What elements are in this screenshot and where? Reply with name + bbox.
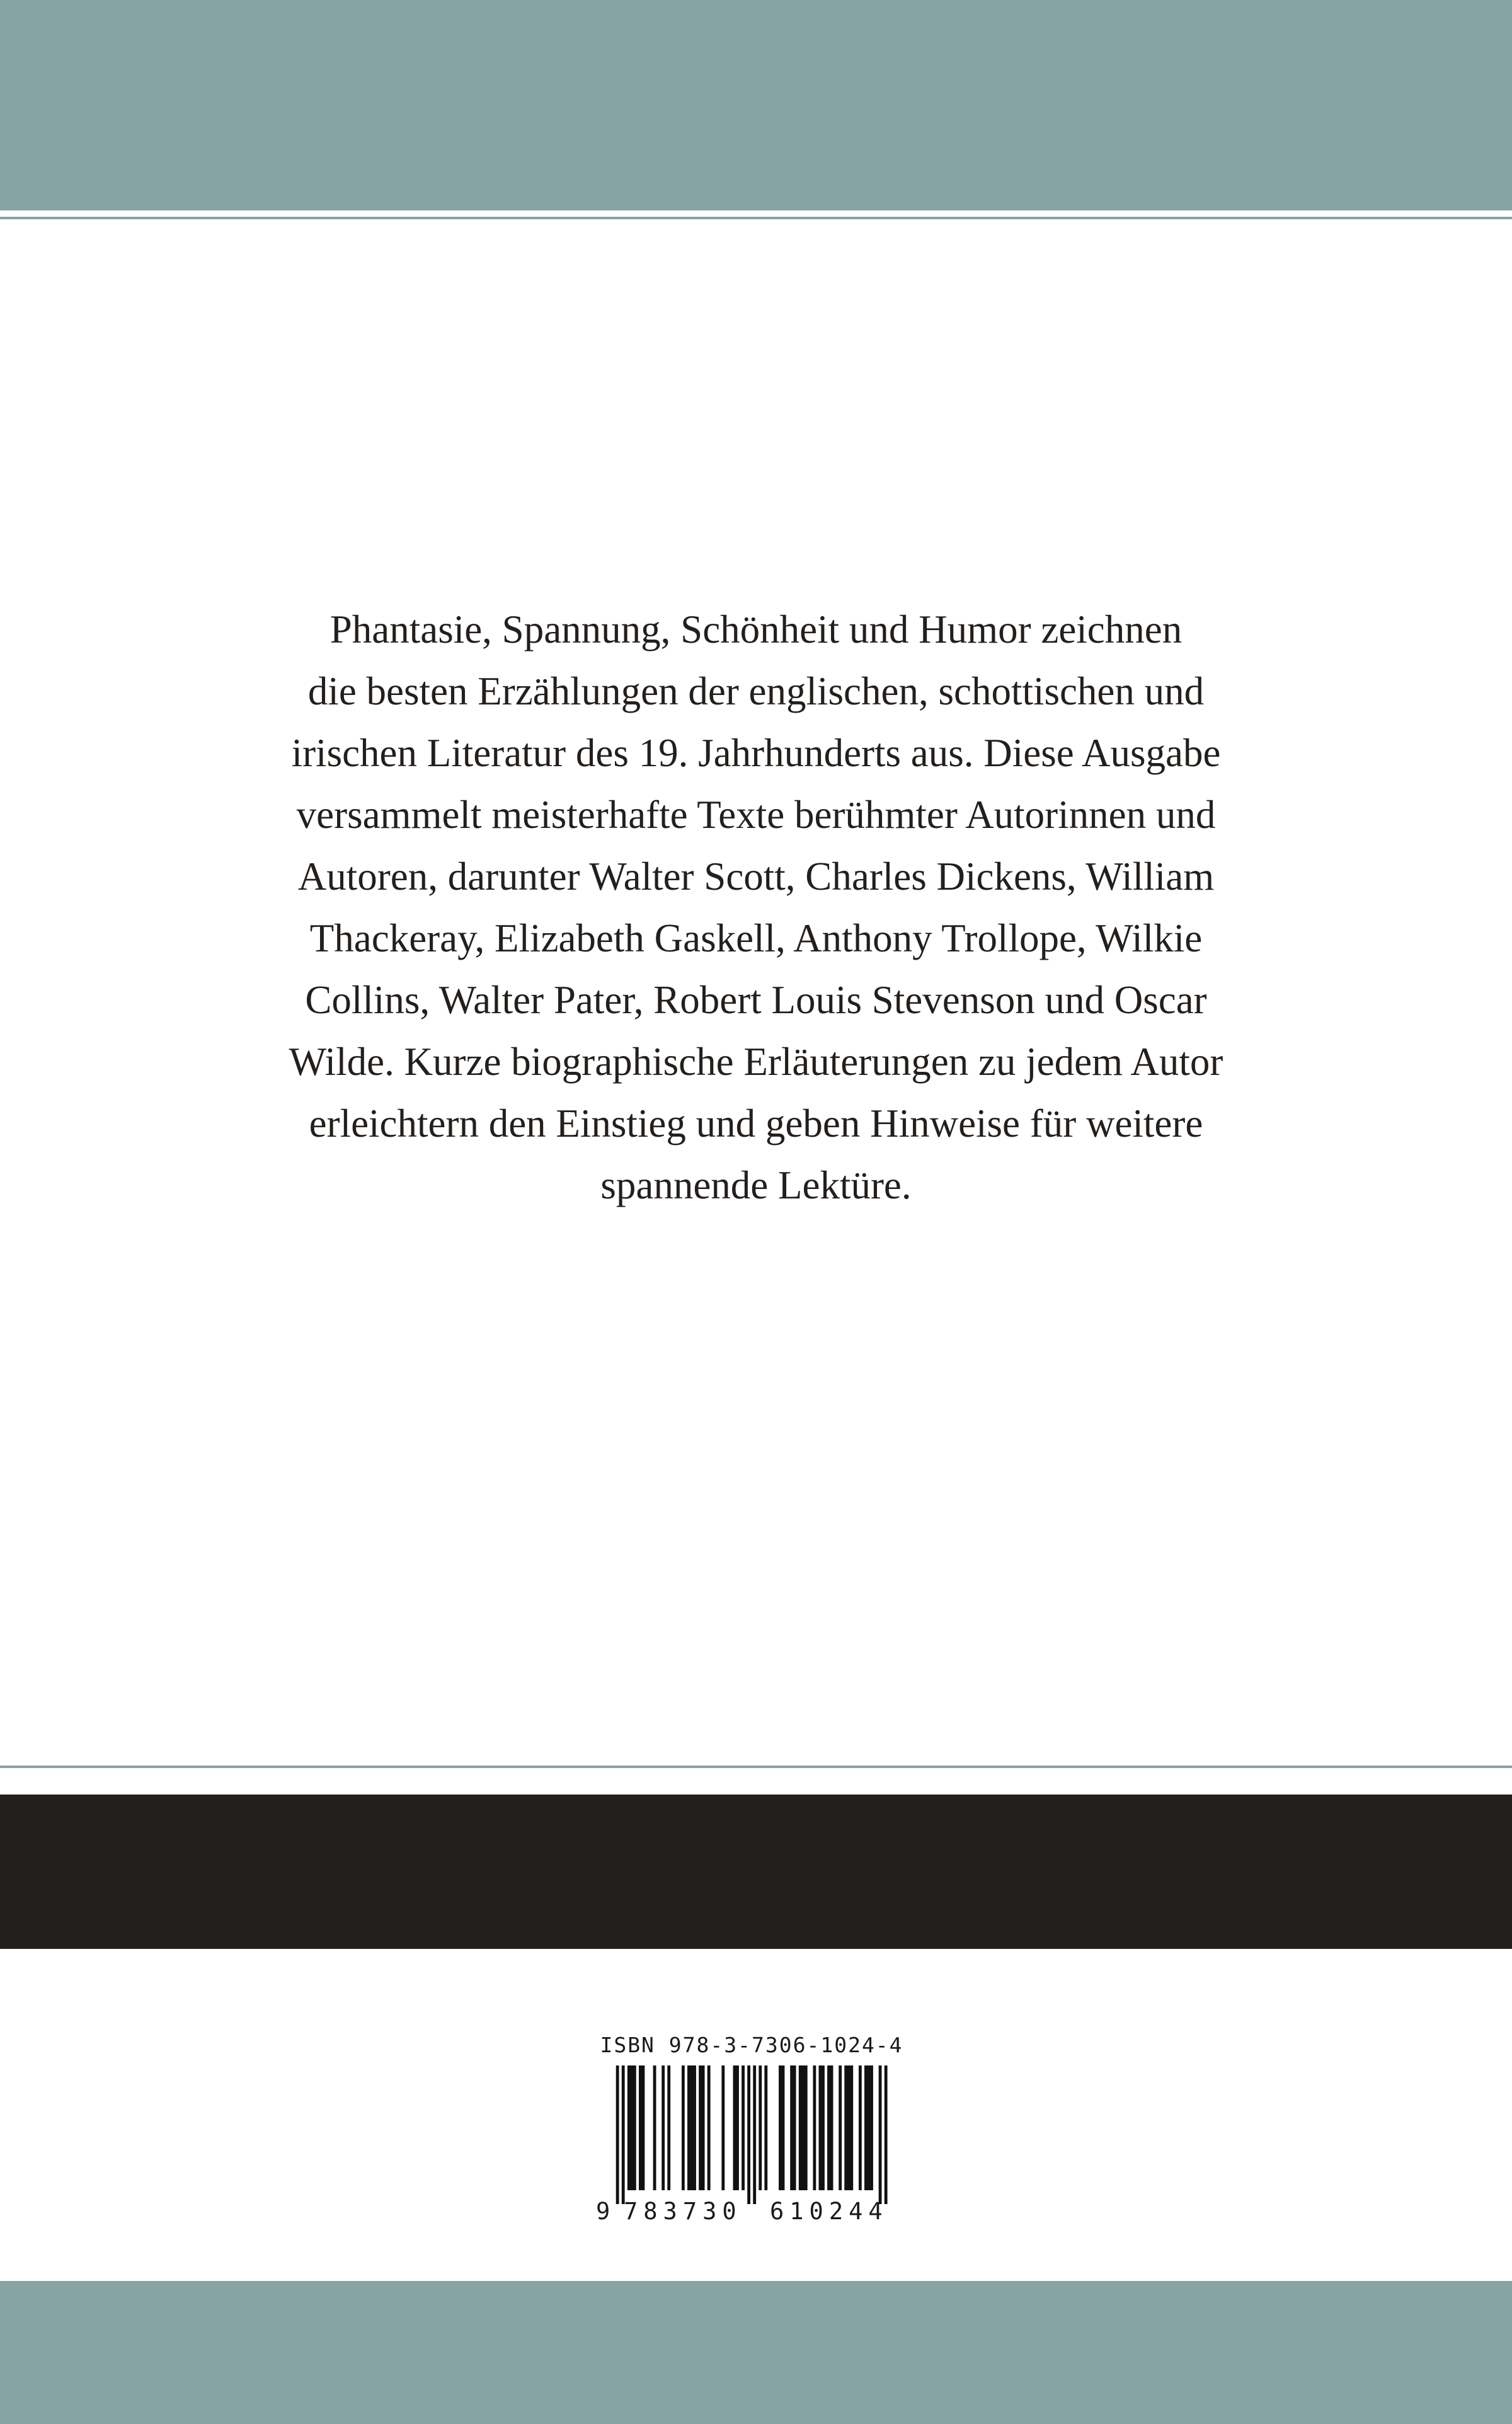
barcode-bar — [822, 2065, 825, 2190]
barcode-bar — [633, 2065, 636, 2190]
barcode-guard-bar — [753, 2065, 756, 2204]
barcode-bar — [759, 2065, 762, 2190]
barcode-guard-bar — [747, 2065, 750, 2204]
blurb-line: versammelt meisterhafte Texte berühmter Autorinnen und — [296, 793, 1216, 837]
blurb-line: erleichtern den Einstieg und geben Hinweise für weitere — [309, 1101, 1203, 1146]
barcode-bar — [682, 2065, 685, 2190]
barcode-bar — [742, 2065, 745, 2190]
barcode-bar — [687, 2065, 690, 2190]
barcode-bar — [630, 2065, 633, 2190]
barcode-bar — [793, 2065, 796, 2190]
blurb-line: Collins, Walter Pater, Robert Louis Stevenson und Oscar — [305, 978, 1207, 1022]
barcode-bar — [699, 2065, 702, 2190]
barcode-bar — [864, 2065, 868, 2190]
barcode-bar — [868, 2065, 871, 2190]
blurb-line: Wilde. Kurze biographische Erläuterungen zu jedem Autor — [289, 1040, 1223, 1084]
barcode-bar — [639, 2065, 642, 2190]
blurb-line: Thackeray, Elizabeth Gaskell, Anthony Trollope, Wilkie — [309, 916, 1203, 960]
barcode-bar — [627, 2065, 631, 2190]
isbn-label: ISBN 978-3-7306-1024-4 — [600, 2033, 903, 2057]
barcode-bar — [662, 2065, 665, 2190]
ean13-barcode — [596, 2065, 907, 2204]
barcode-bar — [813, 2065, 816, 2190]
barcode-bar — [870, 2065, 873, 2190]
barcode-bar — [779, 2065, 782, 2190]
bottom-color-band — [0, 2281, 1512, 2424]
barcode-bar — [736, 2065, 739, 2190]
barcode-bar — [819, 2065, 822, 2190]
barcode-bar — [667, 2065, 670, 2190]
blurb-line: spannende Lektüre. — [600, 1163, 912, 1207]
barcode-bar — [721, 2065, 724, 2190]
blurb-line: Phantasie, Spannung, Schönheit und Humor zeichnen — [329, 607, 1183, 652]
barcode-right-digits: 610244 — [770, 2198, 888, 2225]
isbn-barcode-block — [596, 2033, 907, 2226]
barcode-bar — [653, 2065, 656, 2190]
barcode-guard-bar — [616, 2065, 619, 2204]
barcode-bar — [859, 2065, 862, 2190]
barcode-bar — [642, 2065, 645, 2190]
bottom-divider-rule — [0, 1766, 1512, 1768]
barcode-bar — [799, 2065, 802, 2190]
barcode-bar — [827, 2065, 830, 2190]
barcode-bar — [690, 2065, 694, 2190]
barcode-guard-bar — [879, 2065, 882, 2204]
barcode-bar — [801, 2065, 805, 2190]
barcode-bar — [707, 2065, 711, 2190]
blurb-text — [189, 599, 1323, 1216]
barcode-bar — [847, 2065, 850, 2190]
barcode-bar — [844, 2065, 847, 2190]
top-color-band — [0, 0, 1512, 210]
barcode-bar — [764, 2065, 767, 2190]
barcode-bar — [790, 2065, 793, 2190]
blurb-line: die besten Erzählungen der englischen, schottischen und — [307, 669, 1205, 713]
barcode-left-digits: 783730 — [624, 2198, 742, 2225]
dark-band — [0, 1795, 1512, 1949]
barcode-bar — [693, 2065, 696, 2190]
barcode-bar — [830, 2065, 833, 2190]
barcode-bar — [850, 2065, 853, 2190]
blurb-line: Autoren, darunter Walter Scott, Charles Dickens, William — [297, 854, 1215, 899]
barcode-bar — [702, 2065, 705, 2190]
top-divider-rule — [0, 217, 1512, 219]
blurb-line: irischen Literatur des 19. Jahrhunderts aus. Diese Ausgabe — [291, 731, 1221, 775]
barcode-bar — [733, 2065, 736, 2190]
barcode-bar — [782, 2065, 785, 2190]
barcode-bar — [839, 2065, 842, 2190]
barcode-bar — [805, 2065, 808, 2190]
barcode-guard-bar — [885, 2065, 888, 2204]
barcode-guard-bar — [622, 2065, 625, 2204]
barcode-first-digit: 9 — [596, 2198, 610, 2225]
